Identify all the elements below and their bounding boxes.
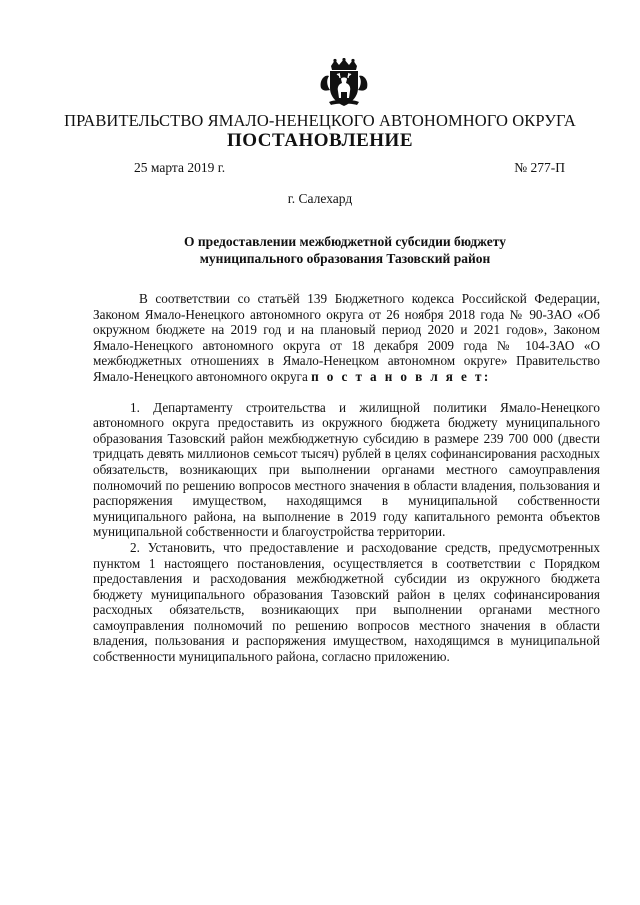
resolves-word: п о с т а н о в л я е т: [311,368,491,384]
government-name: ПРАВИТЕЛЬСТВО ЯМАЛО-НЕНЕЦКОГО АВТОНОМНОГО ОКРУГА [64,111,576,130]
title-line-1: О предоставлении межбюджетной субсидии бюджету [184,234,506,249]
document-body [93,291,600,665]
preamble-paragraph [93,291,600,385]
document-type: ПОСТАНОВЛЕНИЕ [226,130,414,151]
document-number: № 277-П [514,160,565,175]
coat-of-arms-icon [319,58,369,108]
item-2-paragraph: 2. Установить, что предоставление и расходование средств, предусмотренных пунктом 1 настоящего постановления, осуществляется в соответствии с Порядком предоставления и расходования межбюджетной субсидии из окружного бюджета бюджету муниципального образования Тазовский район в целях софинансирования расходных обязательств, возникающих при выполнении органами местного самоуправления полномочий по решению вопросов местного значения в области владения, пользования и распоряжения имуществом, находящимся в муниципальной собственности муниципального района, согласно приложению. [93,539,600,665]
document-title [150,234,540,267]
item-1-paragraph: 1. Департаменту строительства и жилищной политики Ямало-Ненецкого автономного округа предоставить из окружного бюджета бюджету муниципального образования Тазовский район межбюджетную субсидию в размере 239 700 000 (двести тридцать девять миллионов семьсот тысяч) рублей в целях софинансирования расходных обязательств, возникающих при выполнении органами местного самоуправления полномочий по решению вопросов местного значения в области владения, пользования и распоряжения имуществом, находящимся в муниципальной собственности муниципального района, на выполнение в 2019 году капитального ремонта объектов муниципальной собственности и благоустройства территории. [93,399,600,540]
document-city: г. Салехард [287,191,353,206]
title-line-2: муниципального образования Тазовский район [199,250,491,266]
document-date: 25 марта 2019 г. [134,160,226,175]
preamble-text: В соответствии со статьёй 139 Бюджетного кодекса Российской Федерации, Законом Ямало-Ненецкого автономного округа от 26 ноября 2018 года № 90-ЗАО «Об окружном бюджете на 2019 год и на плановый период 2020 и 2021 годов», Законом Ямало-Ненецкого автономного округа от 18 декабря 2009 года № 104-ЗАО «О межбюджетных отношениях в Ямало-Ненецком автономном округе» Правительство Ямало-Ненецкого автономного округа [93,291,600,384]
